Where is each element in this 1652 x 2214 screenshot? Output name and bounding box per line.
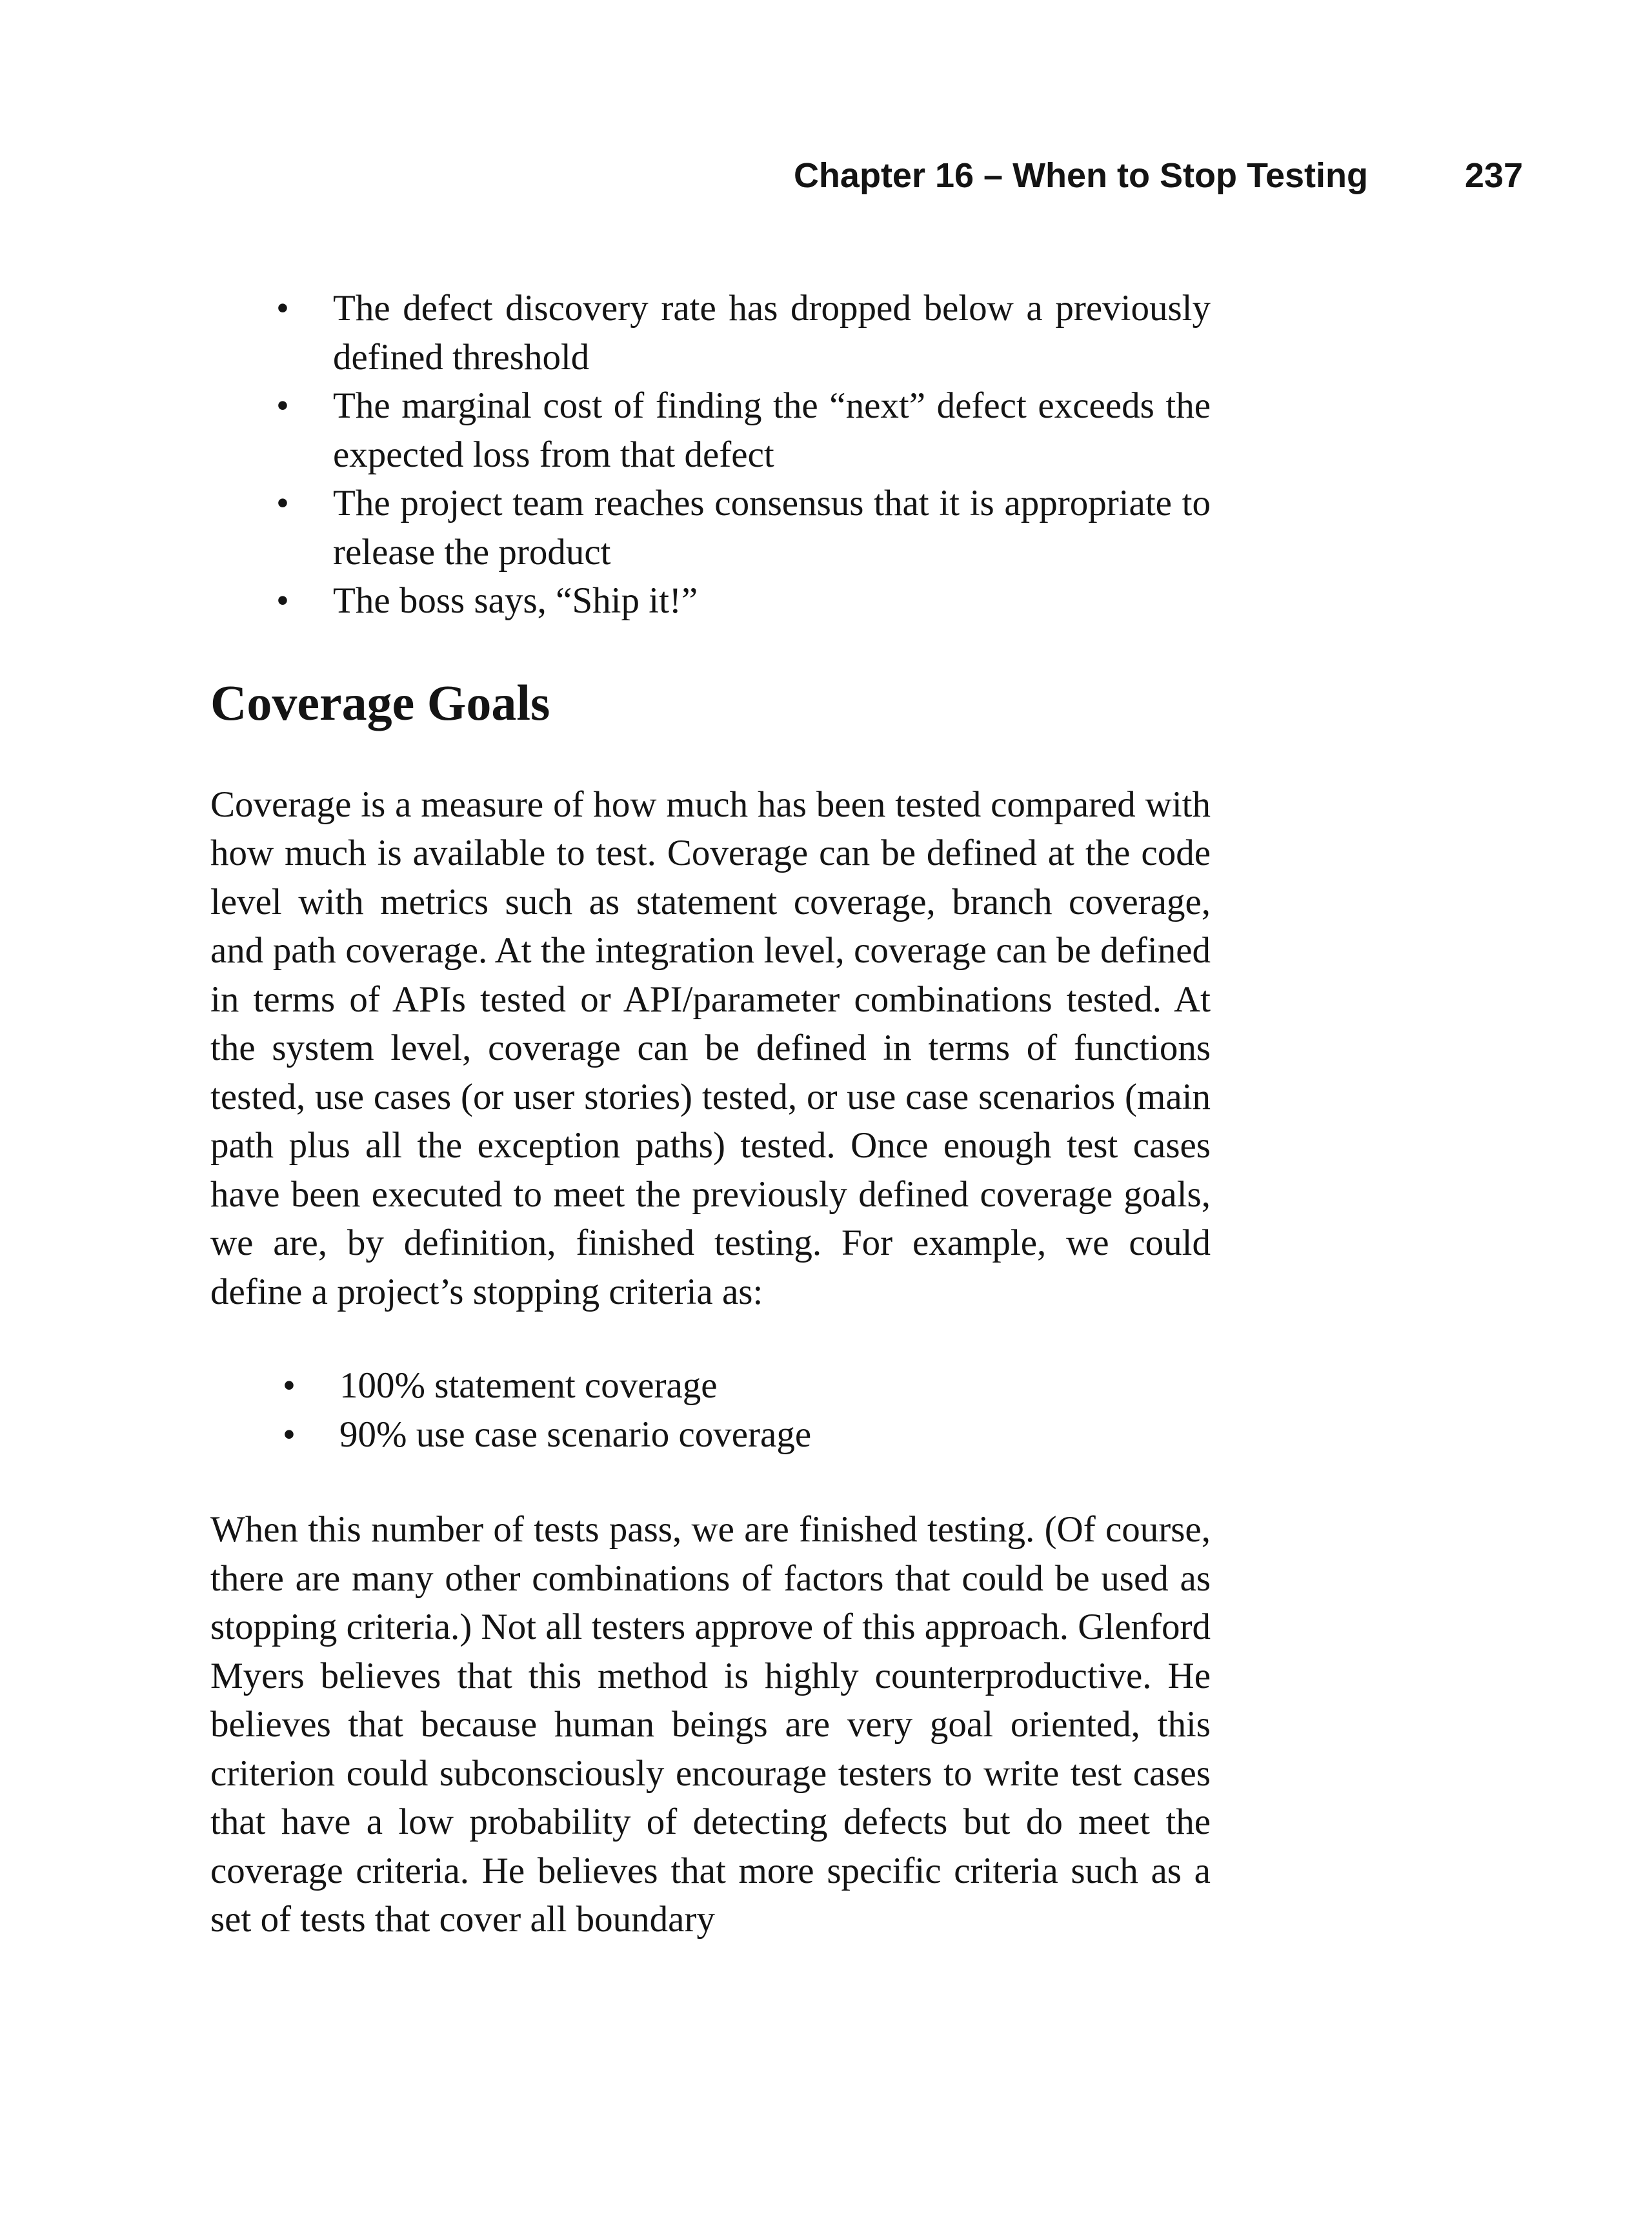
page-content [210,284,1211,1944]
page-number: 237 [1464,156,1523,195]
body-paragraph: Coverage is a measure of how much has been tested compared with how much is available to test. Coverage can be defined at the code level with metrics such as statement coverage, branch coverage, and path coverage. At the integration level, coverage can be defined in terms of APIs tested or API/parameter combinations tested. At the system level, coverage can be defined in terms of functions tested, use cases (or user stories) tested, or use case scenarios (main path plus all the exception paths) tested. Once enough test cases have been executed to meet the previously defined coverage goals, we are, by definition, finished testing. For example, we could define a project’s stopping criteria as: [210,784,1211,1312]
running-header [710,150,1523,201]
section-heading: Coverage Goals [210,674,550,731]
chapter-title: Chapter 16 – When to Stop Testing [793,156,1368,195]
list-item [210,381,1211,479]
list-item-text: The boss says, “Ship it!” [333,580,698,621]
body-paragraph: When this number of tests pass, we are finished testing. (Of course, there are many other combinations of factors that could be used as stopping criteria.) Not all testers approve of this approach. Glenford Myers believes that this method is highly counterproductive. He believes that because human beings are very goal oriented, this criterion could subconsciously encourage testers to write test cases that have a low probability of detecting defects but do meet the coverage criteria. He believes that more specific criteria such as a set of tests that cover all boundary [210,1509,1211,1940]
bullet-icon: • [276,580,289,621]
list-item-text: 100% statement coverage [339,1365,718,1406]
list-item [210,479,1211,576]
bullet-icon: • [276,288,289,329]
list-item-text: 90% use case scenario coverage [339,1414,812,1455]
list-item-text: The project team reaches consensus that it is appropriate to release the product [333,483,1211,573]
list-item [210,284,1211,381]
list-item [210,1410,1211,1459]
list-item [210,576,1211,625]
bullet-icon: • [276,385,289,426]
list-item-text: The defect discovery rate has dropped below a previously defined threshold [333,288,1211,378]
coverage-criteria-list [210,1361,1211,1459]
bullet-icon: • [283,1365,296,1406]
list-item [210,1361,1211,1410]
bullet-icon: • [276,483,289,523]
stopping-conditions-list [210,284,1211,625]
list-item-text: The marginal cost of finding the “next” defect exceeds the expected loss from that defect [333,385,1211,475]
bullet-icon: • [283,1414,296,1455]
